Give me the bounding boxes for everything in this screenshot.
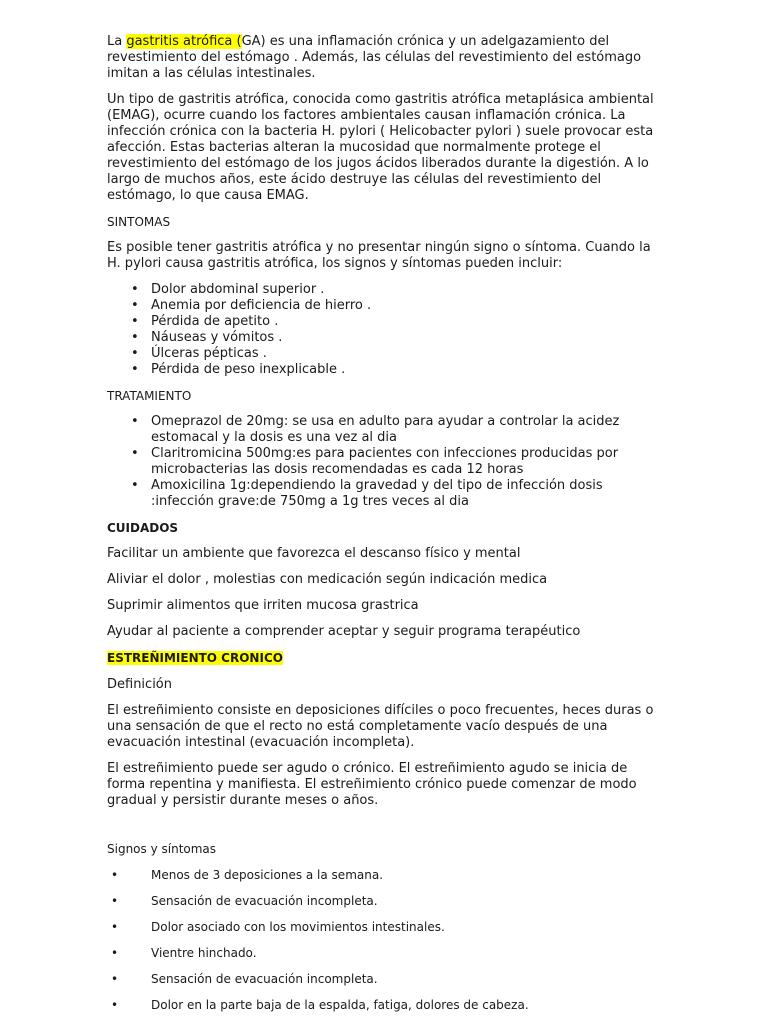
sintomas-list	[107, 282, 655, 378]
list-item: • Pérdida de peso inexplicable .	[107, 362, 655, 378]
list-item: • Úlceras pépticas .	[107, 346, 655, 362]
list-item: • Anemia por deficiencia de hierro .	[107, 298, 655, 314]
signos-list	[107, 867, 655, 1013]
emag-paragraph: Un tipo de gastritis atrófica, conocida como gastritis atrófica metaplásica ambiental (EMAG), ocurre cuando los factores ambientales causan inflamación crónica. La infección crónica con la bacteria H. pylori ( Helicobacter pylori ) suele provocar esta afección. Estas bacterias alteran la mucosidad que normalmente protege el revestimiento del estómago de los jugos ácidos liberados durante la digestión. A lo largo de muchos años, este ácido destruye las células del revestimiento del estómago, lo que causa EMAG.	[107, 92, 654, 203]
intro-rest: GA) es una inflamación crónica y un adelgazamiento del revestimiento del estómago . Además, las células del revestimiento del estómago imitan a las células intestinales.	[107, 34, 642, 81]
cuidado-item: Suprimir alimentos que irriten mucosa grastrica	[107, 598, 419, 613]
highlighted-term: gastritis atrófica (	[126, 34, 242, 49]
list-item: • Dolor abdominal superior .	[107, 282, 655, 298]
sintomas-heading: SINTOMAS	[107, 215, 171, 229]
list-item: • Náuseas y vómitos .	[107, 330, 655, 346]
list-item: • Omeprazol de 20mg: se usa en adulto para ayudar a controlar la acidez estomacal y la dosis es una vez al dia	[107, 414, 655, 446]
list-item: • Vientre hinchado.	[107, 945, 655, 961]
intro-lead: La	[107, 34, 127, 49]
definicion-paragraph-1: El estreñimiento consiste en deposiciones difíciles o poco frecuentes, heces duras o una sensación de que el recto no está completamente vacío después de una evacuación intestinal (evacuación incompleta).	[107, 703, 654, 750]
definicion-paragraph-2: El estreñimiento puede ser agudo o crónico. El estreñimiento agudo se inicia de forma repentina y manifiesta. El estreñimiento crónico puede comenzar de modo gradual y persistir durante meses o años.	[107, 761, 637, 808]
list-item: • Dolor en la parte baja de la espalda, fatiga, dolores de cabeza.	[107, 997, 655, 1013]
cuidado-item: Facilitar un ambiente que favorezca el descanso físico y mental	[107, 546, 521, 561]
list-item: • Amoxicilina 1g:dependiendo la gravedad y del tipo de infección dosis :infección grave:de 750mg a 1g tres veces al dia	[107, 478, 655, 510]
tratamiento-list	[107, 414, 655, 510]
signos-heading: Signos y síntomas	[107, 842, 217, 856]
cuidados-heading: CUIDADOS	[107, 521, 179, 535]
sintomas-intro: Es posible tener gastritis atrófica y no presentar ningún signo o síntoma. Cuando la H. pylori causa gastritis atrófica, los signos y síntomas pueden incluir:	[107, 240, 651, 271]
list-item: • Menos de 3 deposiciones a la semana.	[107, 867, 655, 883]
definicion-heading: Definición	[107, 677, 172, 692]
list-item: • Claritromicina 500mg:es para pacientes con infecciones producidas por microbacterias las dosis recomendadas es cada 12 horas	[107, 446, 655, 478]
spacer	[107, 819, 655, 841]
estrenimiento-heading: ESTREÑIMIENTO CRONICO	[107, 651, 283, 665]
document-page	[107, 34, 655, 1023]
cuidado-item: Ayudar al paciente a comprender aceptar y seguir programa terapéutico	[107, 624, 581, 639]
cuidado-item: Aliviar el dolor , molestias con medicación según indicación medica	[107, 572, 548, 587]
intro-paragraph	[107, 34, 655, 82]
list-item: • Dolor asociado con los movimientos intestinales.	[107, 919, 655, 935]
list-item: • Pérdida de apetito .	[107, 314, 655, 330]
list-item: • Sensación de evacuación incompleta.	[107, 971, 655, 987]
tratamiento-heading: TRATAMIENTO	[107, 389, 192, 403]
list-item: • Sensación de evacuación incompleta.	[107, 893, 655, 909]
estrenimiento-heading-row	[107, 650, 655, 667]
